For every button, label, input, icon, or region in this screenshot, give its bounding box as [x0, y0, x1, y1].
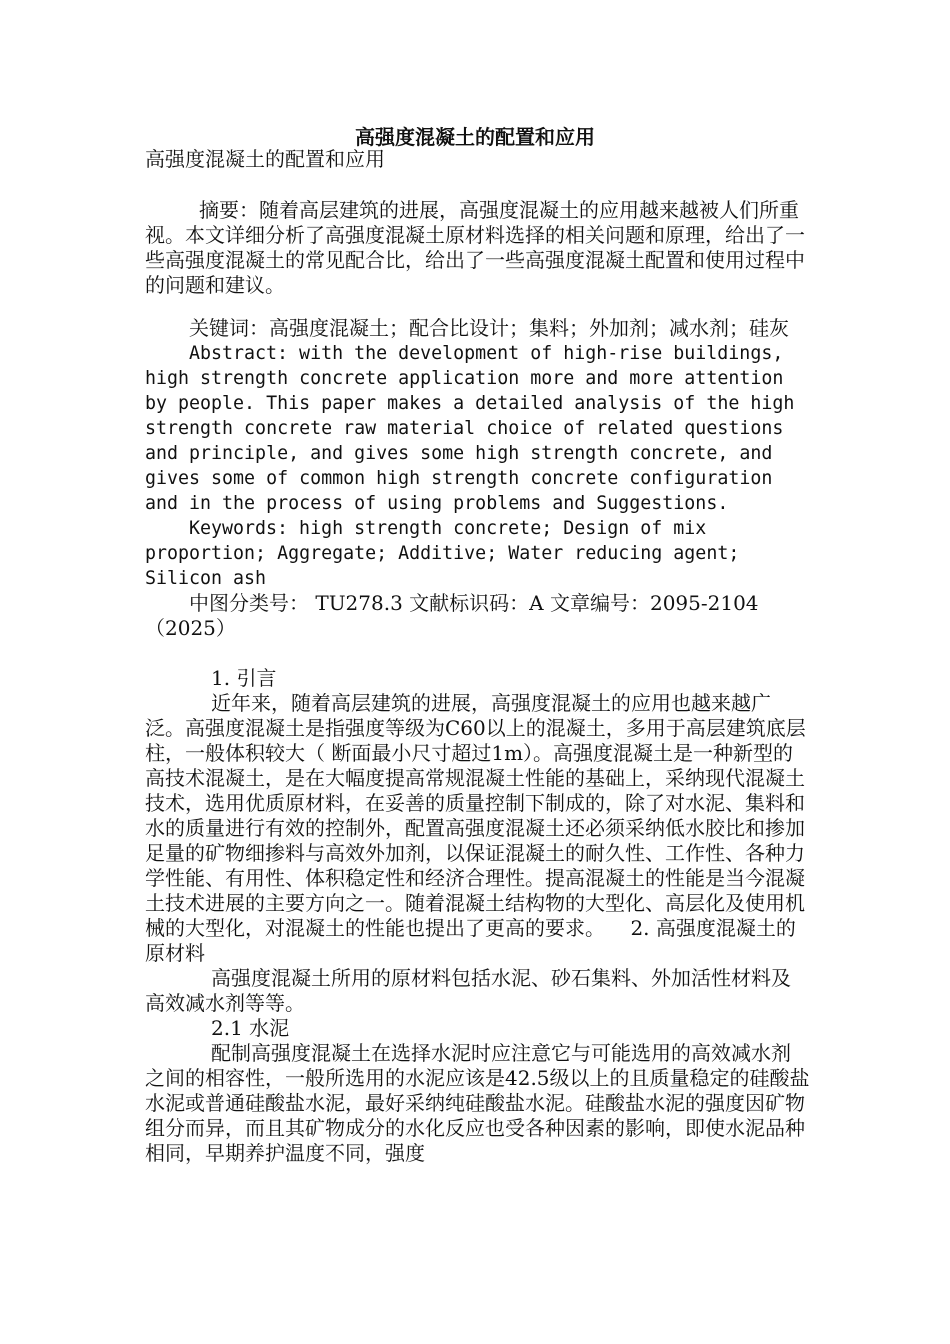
keywords-cn: 关键词：高强度混凝土；配合比设计；集料；外加剂；减水剂；硅灰: [189, 316, 789, 340]
section-2-heading: 2. 高强度混凝土的原材料: [145, 916, 796, 965]
abstract-en: Abstract: with the development of high-rise buildings, high strength concrete application more and more attention by people. This paper makes a detailed analysis of the high strength concrete raw material choice of related questions and principle, and gives some high strength concrete, and gives some of common high strength concrete configuration and in the process of using problems and Suggestions.: [145, 343, 795, 514]
abstract-cn: 摘要：随着高层建筑的进展，高强度混凝土的应用越来越被人们所重视。本文详细分析了高强度混凝土原材料选择的相关问题和原理，给出了一些高强度混凝土的常见配合比，给出了一些高强度混凝土配置和使用过程中的问题和建议。: [145, 198, 805, 297]
classification-line: 中图分类号： TU278.3 文献标识码：A 文章编号：2095-2104（2025）: [145, 591, 759, 640]
section-1-heading: 1. 引言: [211, 666, 277, 690]
spacer: [145, 172, 810, 198]
document-title: 高强度混凝土的配置和应用: [355, 125, 595, 149]
spacer: [145, 641, 810, 666]
spacer: [145, 298, 810, 316]
section-1-body-text: 近年来，随着高层建筑的进展，高强度混凝土的应用也越来越广泛。高强度混凝土是指强度等级为C60以上的混凝土，多用于高层建筑底层柱，一般体积较大（ 断面最小尺寸超过1m）。高强度混凝土是一种新型的高技术混凝土，是在大幅度提高常规混凝土性能的基础上，采纳现代混凝土技术，选用优质原材料，在妥善的质量控制下制成的，除了对水泥、集料和水的质量进行有效的控制外，配置高强度混凝土还必须采纳低水胶比和掺加足量的矿物细掺料与高效外加剂，以保证混凝土的耐久性、工作性、各种力学性能、有用性、体积稳定性和经济合理性。提高混凝土的性能是当今混凝土技术进展的主要方向之一。随着混凝土结构物的大型化、高层化及使用机械的大型化，对混凝土的性能也提出了更高的要求。: [145, 691, 806, 940]
document-body: [145, 147, 810, 1166]
section-2-body: 高强度混凝土所用的原材料包括水泥、砂石集料、外加活性材料及高效减水剂等等。: [145, 966, 791, 1015]
section-1-body: [145, 691, 810, 966]
section-2-1-body: 配制高强度混凝土在选择水泥时应注意它与可能选用的高效减水剂之间的相容性，一般所选用的水泥应该是42.5级以上的且质量稳定的硅酸盐水泥或普通硅酸盐水泥，最好采纳纯硅酸盐水泥。硅酸盐水泥的强度因矿物组分而异，而且其矿物成分的水化反应也受各种因素的影响，即使水泥品种相同，早期养护温度不同，强度: [145, 1041, 810, 1165]
document-subtitle: 高强度混凝土的配置和应用: [145, 147, 385, 171]
keywords-en: Keywords: high strength concrete; Design of mix proportion; Aggregate; Additive; Water reducing agent; Silicon ash: [145, 518, 740, 589]
section-2-1-heading: 2.1 水泥: [211, 1016, 290, 1040]
